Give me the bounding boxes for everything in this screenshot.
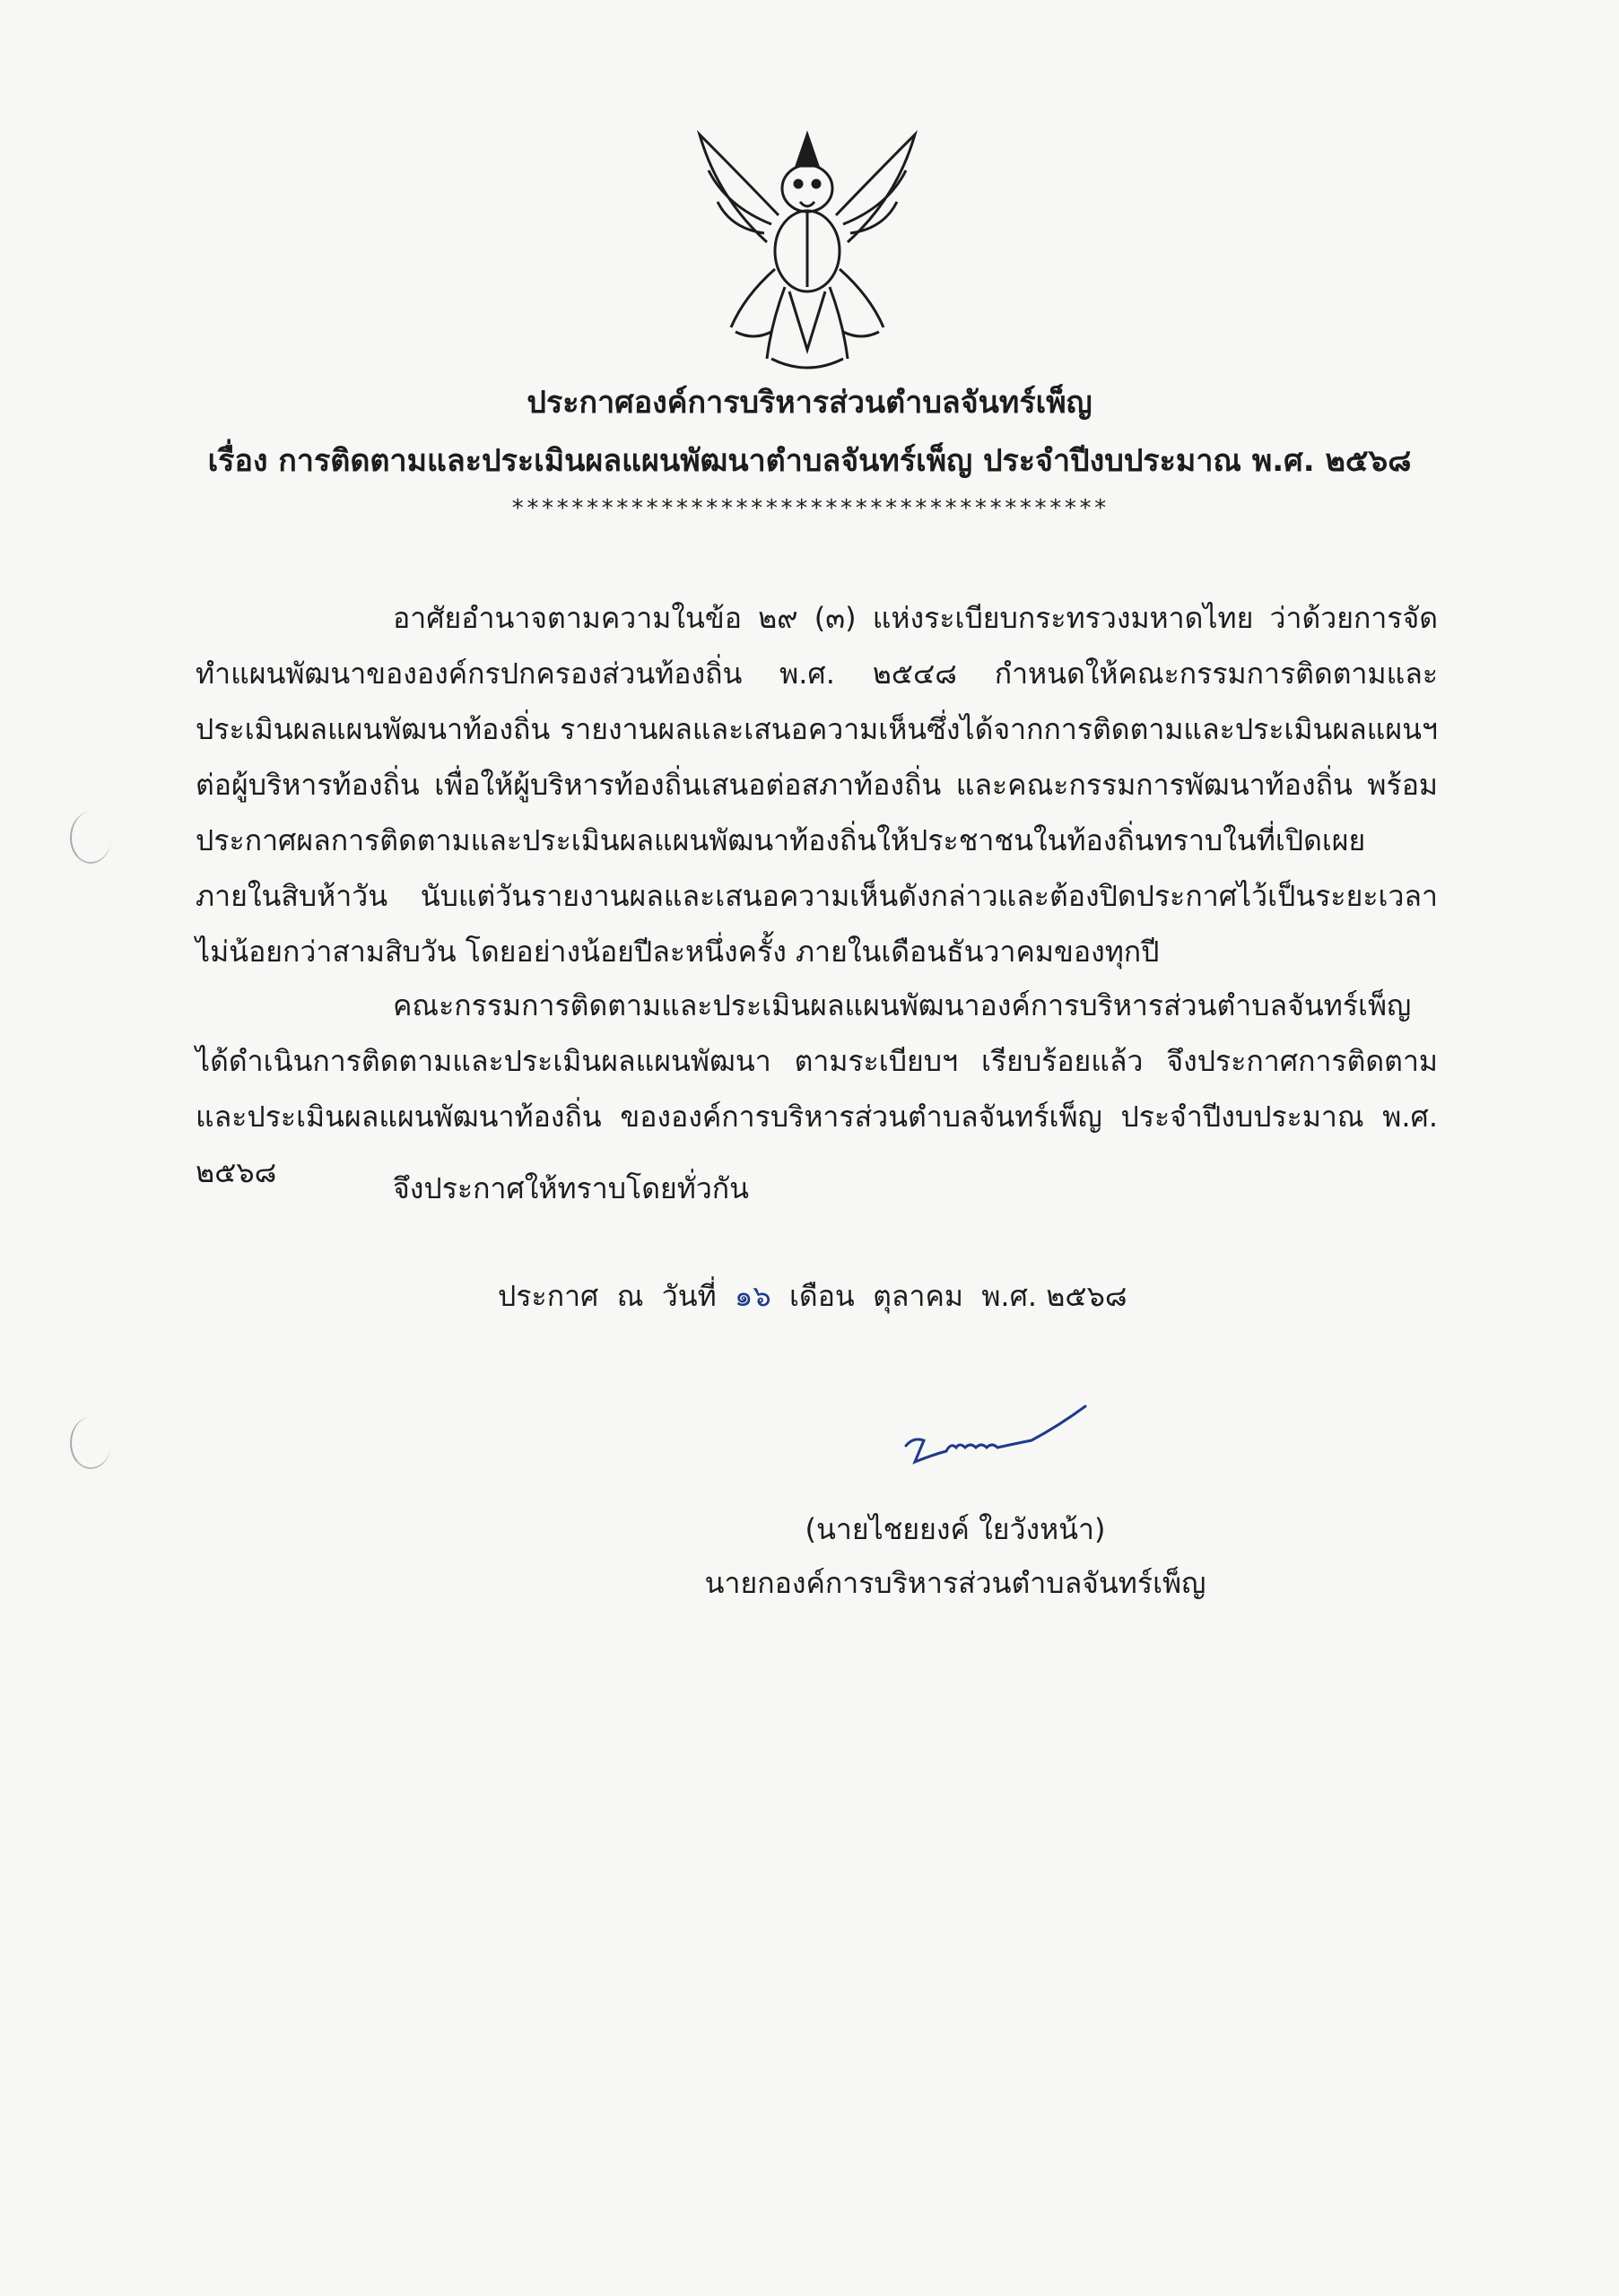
closing-statement: จึงประกาศให้ทราบโดยทั่วกัน: [393, 1171, 750, 1205]
handwritten-signature: [897, 1390, 1094, 1471]
date-day: ๑๖: [735, 1279, 771, 1313]
body-paragraph-2: คณะกรรมการติดตามและประเมินผลแผนพัฒนาองค์การบริหารส่วนตำบลจันทร์เพ็ญได้ดำเนินการติดตามและประเมินผลแผนพัฒนา ตามระเบียบฯ เรียบร้อยแล้ว จึงประกาศการติดตามและประเมินผลแผนพัฒนาท้องถิ่น ขององค์การบริหารส่วนตำบลจันทร์เพ็ญ ประจำปีงบประมาณ พ.ศ. ๒๕๖๘: [196, 988, 1438, 1189]
signatory-name: (นายไชยยงค์ ใยวังหน้า): [805, 1512, 1106, 1546]
signatory-position: นายกองค์การบริหารส่วนตำบลจันทร์เพ็ญ: [704, 1566, 1206, 1600]
announcement-subject: เรื่อง การติดตามและประเมินผลแผนพัฒนาตำบลจันทร์เพ็ญ ประจำปีงบประมาณ พ.ศ. ๒๕๖๘: [207, 443, 1412, 479]
announcement-date: [498, 1274, 1127, 1319]
date-month: ตุลาคม: [873, 1279, 963, 1313]
date-prefix: ประกาศ ณ วันที่: [498, 1279, 717, 1313]
punch-hole-mark: [70, 812, 111, 864]
date-month-label: เดือน: [788, 1279, 855, 1313]
announcement-title: ประกาศองค์การบริหารส่วนตำบลจันทร์เพ็ญ: [527, 385, 1092, 421]
date-year: พ.ศ. ๒๕๖๘: [981, 1279, 1127, 1313]
garuda-emblem-icon: [682, 117, 933, 386]
title-divider: ****************************************: [510, 495, 1109, 522]
body-paragraph-1: อาศัยอำนาจตามความในข้อ ๒๙ (๓) แห่งระเบียบกระทรวงมหาดไทย ว่าด้วยการจัดทำแผนพัฒนาขององค์กรปกครองส่วนท้องถิ่น พ.ศ. ๒๕๔๘ กำหนดให้คณะกรรมการติดตามและประเมินผลแผนพัฒนาท้องถิ่น รายงานผลและเสนอความเห็นซึ่งได้จากการติดตามและประเมินผลแผนฯ ต่อผู้บริหารท้องถิ่น เพื่อให้ผู้บริหารท้องถิ่นเสนอต่อสภาท้องถิ่น และคณะกรรมการพัฒนาท้องถิ่น พร้อมประกาศผลการติดตามและประเมินผลแผนพัฒนาท้องถิ่นให้ประชาชนในท้องถิ่นทราบในที่เปิดเผยภายในสิบห้าวัน นับแต่วันรายงานผลและเสนอความเห็นดังกล่าวและต้องปิดประกาศไว้เป็นระยะเวลาไม่น้อยกว่าสามสิบวัน โดยอย่างน้อยปีละหนึ่งครั้ง ภายในเดือนธันวาคมของทุกปี: [196, 601, 1438, 969]
punch-hole-mark: [70, 1417, 111, 1469]
